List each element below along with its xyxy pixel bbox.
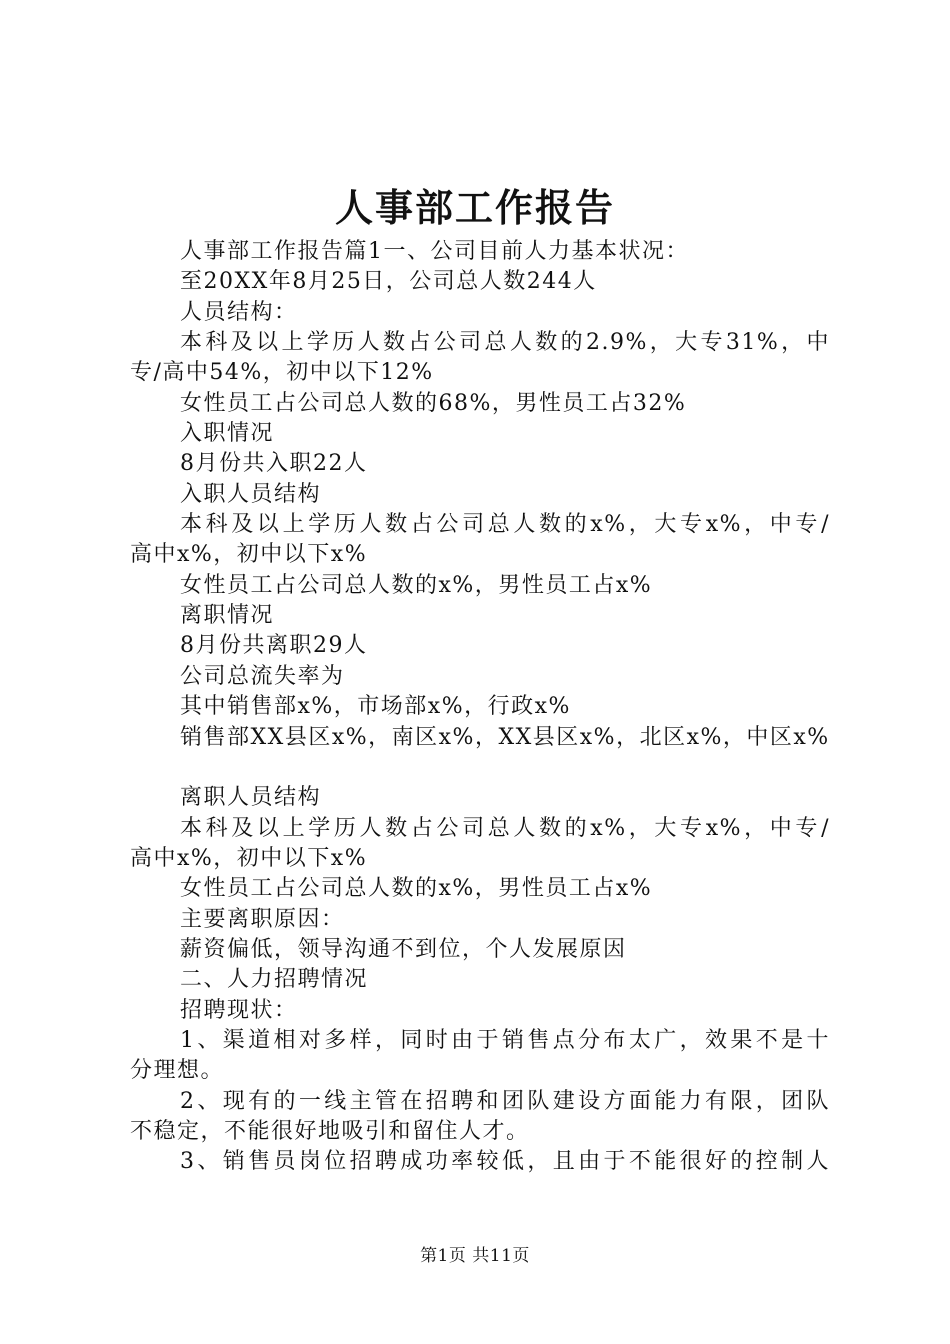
paragraph-line: 2、现有的一线主管在招聘和团队建设方面能力有限，团队 <box>180 1088 830 1114</box>
paragraph-line: 本科及以上学历人数占公司总人数的x%，大专x%，中专/ <box>180 512 830 538</box>
paragraph-line: 高中x%，初中以下x% <box>130 845 368 871</box>
paragraph-line: 人员结构： <box>180 299 298 325</box>
paragraph-line: 人事部工作报告篇1一、公司目前人力基本状况： <box>180 239 689 264</box>
paragraph-line: 主要离职原因： <box>180 906 345 932</box>
paragraph-line: 入职情况 <box>180 421 275 447</box>
paragraph-line: 8月份共离职29人 <box>180 633 368 659</box>
paragraph-line: 离职情况 <box>180 603 275 629</box>
paragraph-line: 3、销售员岗位招聘成功率较低，且由于不能很好的控制人 <box>180 1149 830 1175</box>
paragraph-line: 入职人员结构 <box>180 481 322 507</box>
paragraph-line: 薪资偏低，领导沟通不到位，个人发展原因 <box>180 936 627 962</box>
paragraph-line: 不稳定，不能很好地吸引和留住人才。 <box>130 1118 530 1144</box>
paragraph-line: 8月份共入职22人 <box>180 451 368 477</box>
paragraph-line: 至20XX年8月25日，公司总人数244人 <box>180 269 597 295</box>
paragraph-line: 销售部XX县区x%，南区x%，XX县区x%，北区x%，中区x% <box>180 724 830 750</box>
paragraph-line: 其中销售部x%，市场部x%，行政x% <box>180 694 571 720</box>
paragraph-line: 公司总流失率为 <box>180 663 345 689</box>
paragraph-line: 招聘现状： <box>180 997 298 1023</box>
blank-line <box>130 753 830 783</box>
paragraph-line: 1、渠道相对多样，同时由于销售点分布太广，效果不是十 <box>180 1027 830 1053</box>
paragraph-line: 女性员工占公司总人数的x%，男性员工占x% <box>180 572 653 598</box>
paragraph-line: 高中x%，初中以下x% <box>130 542 368 568</box>
document-title: 人事部工作报告 <box>334 185 615 230</box>
page-number-footer: 第1页 共11页 <box>420 1246 530 1266</box>
paragraph-line: 女性员工占公司总人数的x%，男性员工占x% <box>180 876 653 902</box>
paragraph-line: 专/高中54%，初中以下12% <box>130 360 434 386</box>
paragraph-line: 女性员工占公司总人数的68%，男性员工占32% <box>180 390 687 416</box>
paragraph-line: 本科及以上学历人数占公司总人数的x%，大专x%，中专/ <box>180 815 830 841</box>
paragraph-line: 二、人力招聘情况 <box>180 967 369 993</box>
paragraph-line: 本科及以上学历人数占公司总人数的2.9%，大专31%，中 <box>180 330 830 356</box>
document-body <box>130 237 830 1178</box>
paragraph-line: 分理想。 <box>130 1058 225 1084</box>
paragraph-line: 离职人员结构 <box>180 785 322 811</box>
